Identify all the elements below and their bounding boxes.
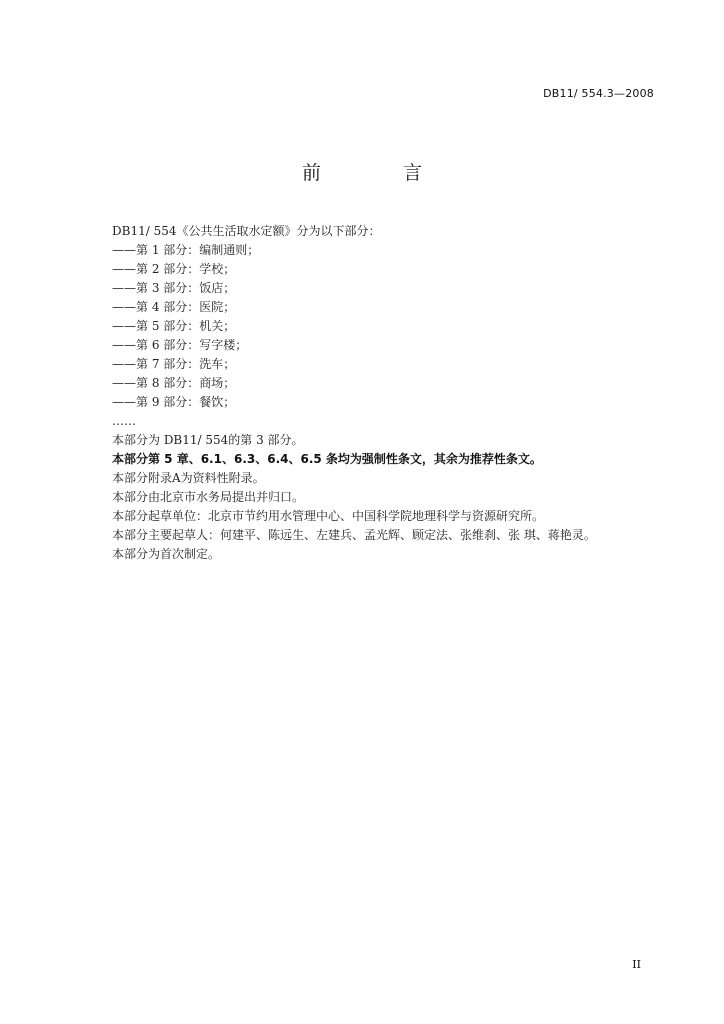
drafters-statement: 本部分主要起草人：何建平、陈远生、左建兵、孟光辉、顾定法、张维刹、张 琪、蒋艳灵。 <box>112 528 596 542</box>
part-list-item: ——第 2 部分：学校； <box>112 262 236 276</box>
ellipsis: …… <box>112 414 136 428</box>
part-list-item: ——第 5 部分：机关； <box>112 319 236 333</box>
drafting-units-statement: 本部分起草单位：北京市节约用水管理中心、中国科学院地理科学与资源研究所。 <box>112 509 545 523</box>
standard-code: DB11/ 554.3—2008 <box>543 87 654 100</box>
part-list-item: ——第 4 部分：医院； <box>112 300 236 314</box>
part-list-item: ——第 3 部分：饭店； <box>112 281 236 295</box>
proposer-statement: 本部分由北京市水务局提出并归口。 <box>112 490 305 504</box>
page-number: II <box>632 958 641 971</box>
mandatory-clause-statement: 本部分第 5 章、6.1、6.3、6.4、6.5 条均为强制性条文，其余为推荐性条文。 <box>112 452 542 466</box>
foreword-body <box>112 222 672 564</box>
intro-line: DB11/ 554《公共生活取水定额》分为以下部分： <box>112 224 381 238</box>
part-list-item: ——第 1 部分：编制通则； <box>112 243 260 257</box>
part-statement: 本部分为 DB11/ 554的第 3 部分。 <box>112 433 304 447</box>
first-edition-statement: 本部分为首次制定。 <box>112 547 221 561</box>
appendix-statement: 本部分附录A为资料性附录。 <box>112 471 265 485</box>
part-list-item: ——第 6 部分：写字楼； <box>112 338 248 352</box>
page-title: 前 言 <box>301 162 461 184</box>
part-list-item: ——第 8 部分：商场； <box>112 376 236 390</box>
part-list-item: ——第 9 部分：餐饮； <box>112 395 236 409</box>
part-list-item: ——第 7 部分：洗车； <box>112 357 236 371</box>
